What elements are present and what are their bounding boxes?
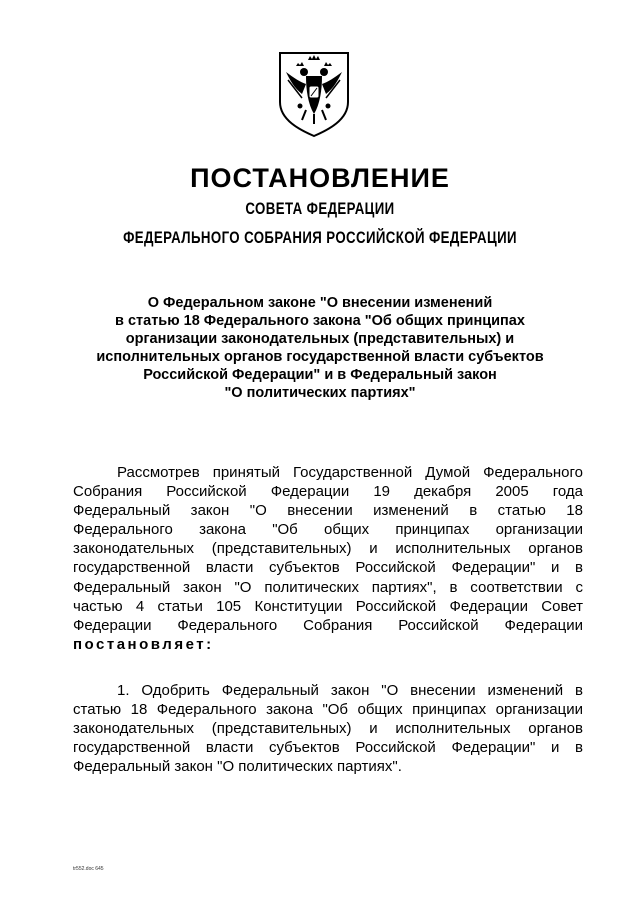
preamble-paragraph <box>73 463 583 654</box>
clause-line: статью 18 Федерального закона "Об общих принципах организации <box>73 701 583 719</box>
clause-line: законодательных (представительных) и исполнительных органов <box>73 720 583 738</box>
preamble-line: Федеральный закон "О политических партиях", в соответствии с <box>73 578 583 596</box>
preamble-line: Федерации Федерального Собрания Российской Федерации <box>73 616 583 634</box>
document-subject <box>80 294 560 402</box>
subject-line: организации законодательных (представительных) и <box>125 331 515 347</box>
preamble-line: Федеральный закон "О внесении изменений в статью 18 <box>73 502 583 520</box>
document-type-title: ПОСТАНОВЛЕНИЕ <box>190 163 450 193</box>
coat-of-arms-icon <box>276 50 352 138</box>
preamble-line: частью 4 статьи 105 Конституции Российской Федерации Совет <box>73 597 583 615</box>
preamble-line: законодательных (представительных) и исполнительных органов <box>73 540 583 558</box>
preamble-line: Собрания Российской Федерации 19 декабря 2005 года <box>73 483 583 501</box>
issuer-line-2: ФЕДЕРАЛЬНОГО СОБРАНИЯ РОССИЙСКОЙ ФЕДЕРАЦИИ <box>123 228 517 247</box>
subject-line: в статью 18 Федерального закона "Об общих принципах <box>115 313 525 329</box>
clause-1-paragraph <box>73 681 583 776</box>
clause-line: государственной власти субъектов Российской Федерации" и в <box>73 739 583 757</box>
subject-line: О Федеральном законе "О внесении изменений <box>147 295 493 311</box>
subject-line: Российской Федерации" и в Федеральный закон <box>143 367 497 383</box>
clause-line: Федеральный закон "О политических партиях". <box>73 758 402 776</box>
resolves-word: постановляет: <box>73 635 214 653</box>
file-reference: tr552.doc 645 <box>73 866 104 872</box>
preamble-line: государственной власти субъектов Российской Федерации" и в <box>73 559 583 577</box>
issuer-line-1: СОВЕТА ФЕДЕРАЦИИ <box>245 199 395 218</box>
clause-line: 1. Одобрить Федеральный закон "О внесении изменений в <box>117 682 583 699</box>
preamble-line: Рассмотрев принятый Государственной Думой Федерального <box>117 464 583 481</box>
preamble-line: Федерального закона "Об общих принципах организации <box>73 521 583 539</box>
subject-line: исполнительных органов государственной власти субъектов <box>96 349 544 365</box>
subject-line: "О политических партиях" <box>224 385 416 401</box>
